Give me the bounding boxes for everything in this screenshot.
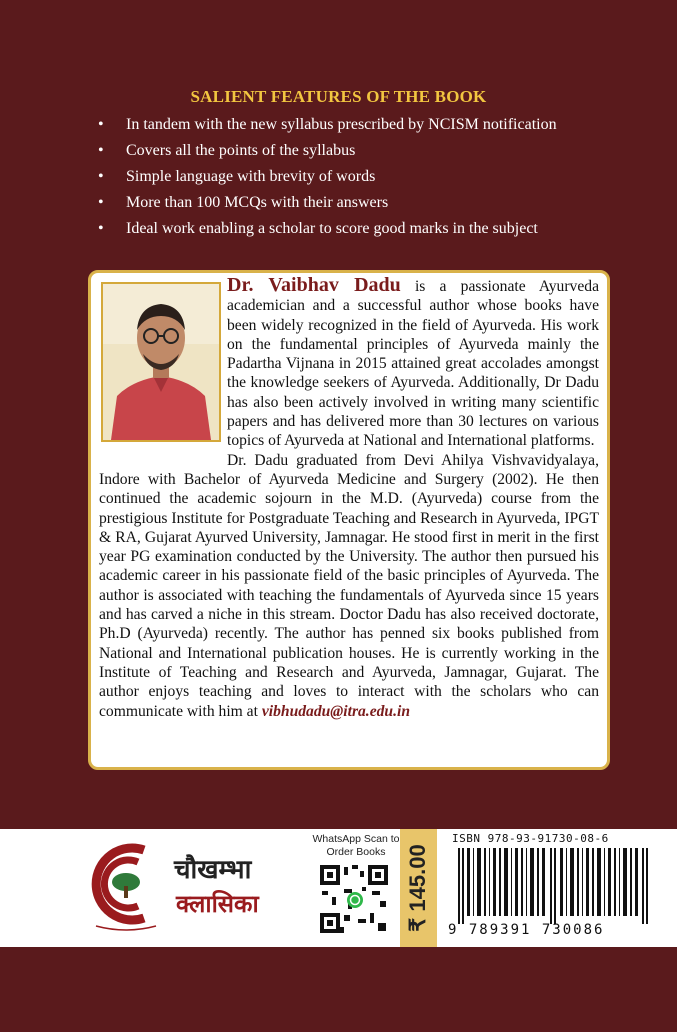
- bio-paragraph-2: Dr. Dadu graduated from Devi Ahilya Vishvavidyalaya, Indore with Bachelor of Ayurveda Medicine and Surgery (2002). He then continued the academic sojourn in the M.D. (Ayurveda) course from the prestigious Institute for Postgraduate Teaching and Research in Ayurveda, IPGT & RA, Gujarat Ayurved University, Jamnagar. He stood first in merit in the first year PG examination conducted by the University. The author then pursued his academic career in his passionate field of the basic principles of Ayurveda. The author is associated with teaching the fundamentals of Ayurveda since 15 years and has carved a niche in this stream. Doctor Dadu has also received doctorate, Ph.D (Ayurveda) recently. The author has penned six books published from National and International publication houses. He is currently working in the Institute of Teaching and Research and Ayurveda, Jamnagar, Gujarat. The author enjoys teaching and loves to interact with the scholars who can communicate with him at vibhudadu@itra.edu.in: [99, 451, 599, 720]
- bullet: •: [98, 142, 104, 159]
- feature-item: • Ideal work enabling a scholar to score good marks in the subject: [98, 218, 557, 244]
- whatsapp-scan-label: WhatsApp Scan to Order Books: [312, 833, 400, 858]
- feature-item: • Covers all the points of the syllabus: [98, 140, 557, 166]
- feature-item: • Simple language with brevity of words: [98, 166, 557, 192]
- feature-item: • In tandem with the new syllabus prescribed by NCISM notification: [98, 114, 557, 140]
- features-heading: SALIENT FEATURES OF THE BOOK: [190, 87, 487, 106]
- isbn-label: ISBN 978-93-91730-08-6: [452, 832, 609, 845]
- qr-code-icon[interactable]: [318, 863, 390, 935]
- author-bio: [99, 276, 599, 721]
- author-name: Dr. Vaibhav Dadu: [227, 274, 401, 296]
- bio-paragraph-1: is a passionate Ayurveda academician and a successful author whose books have been widely recognized in the field of Ayurveda. His work on the fundamental principles of Ayurveda mainly the Padartha Vijnana in 2015 attained great accolades amongst the knowledge seekers of Ayurveda. Additionally, Dr Dadu has also been actively involved in writing many scientific papers and has delivered more than 30 lectures on various topics of Ayurveda at National and International platforms.: [227, 278, 599, 450]
- publisher-logo-icon: [86, 838, 164, 934]
- bullet: •: [98, 116, 104, 133]
- feature-item: • More than 100 MCQs with their answers: [98, 192, 557, 218]
- barcode-icon: [452, 848, 660, 924]
- brand-name-bottom: क्लासिका: [176, 890, 259, 918]
- bullet: •: [98, 194, 104, 211]
- author-email[interactable]: vibhudadu@itra.edu.in: [261, 702, 410, 720]
- photo-spacer: [99, 276, 227, 468]
- price-label: ₹ 145.00: [405, 844, 430, 932]
- bullet: •: [98, 220, 104, 237]
- brand-name-top: चौखम्भा: [174, 855, 252, 885]
- features-list: [98, 114, 557, 244]
- bullet: •: [98, 168, 104, 185]
- barcode-number: 9 789391 730086: [448, 922, 605, 938]
